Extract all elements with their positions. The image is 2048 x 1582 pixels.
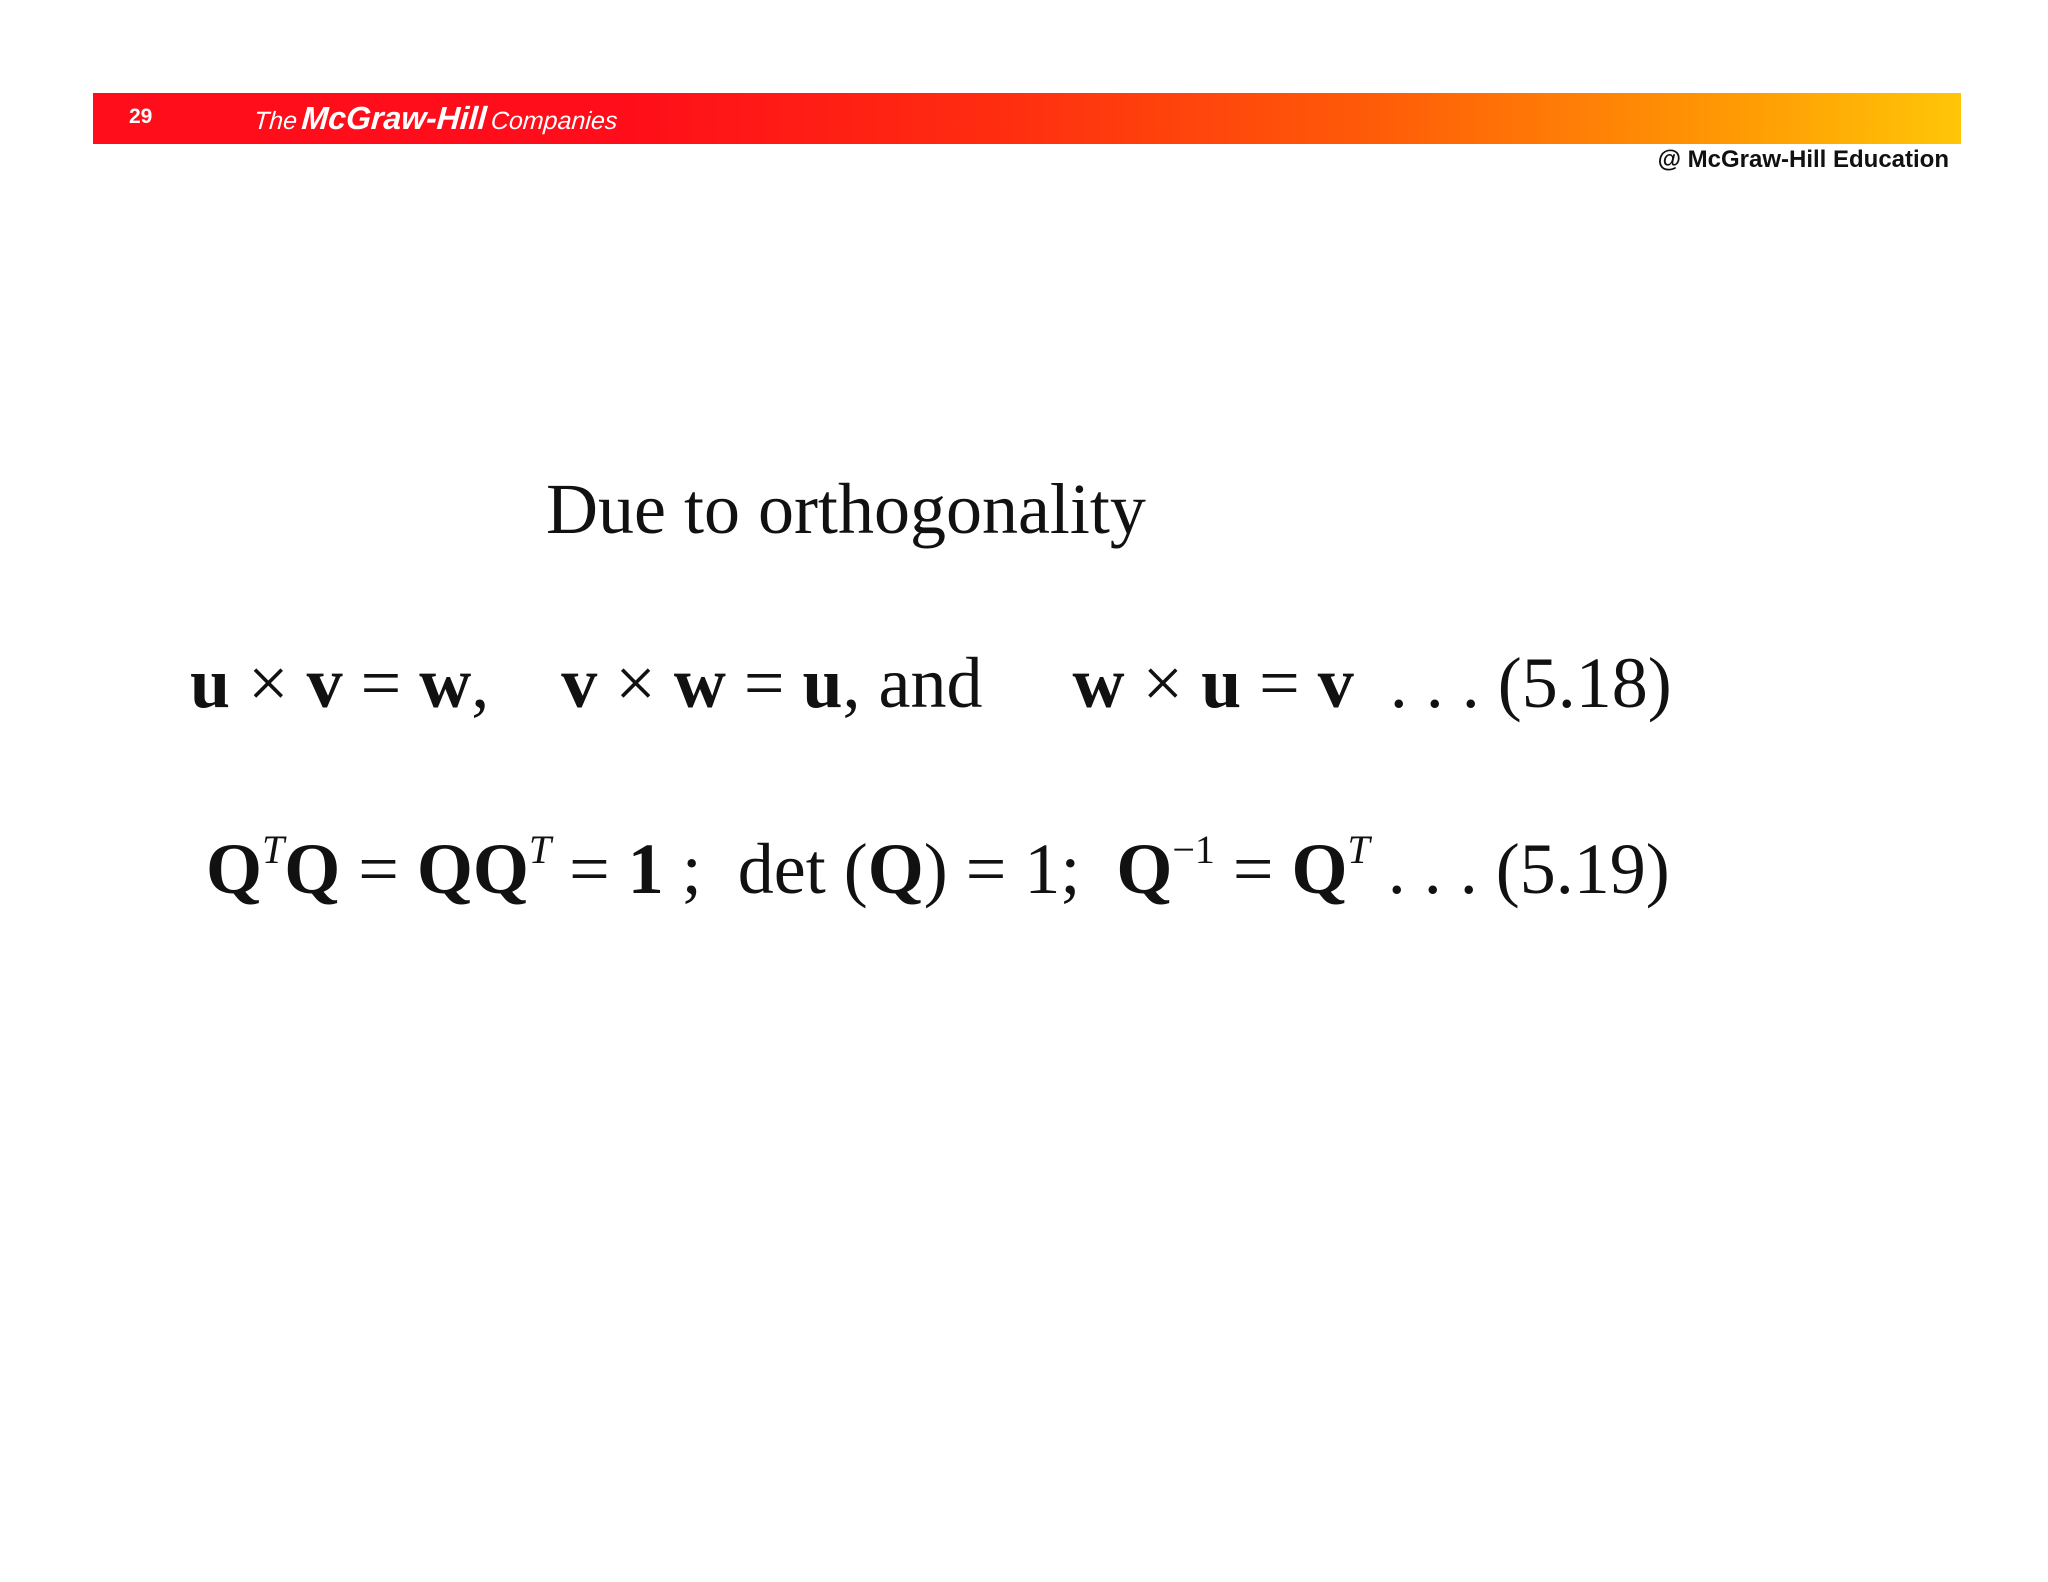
slide-heading: Due to orthogonality [546,469,1146,549]
equation-5-19: $Q^TQ = QQ^T = 1$ ; det (Q) = 1; $Q^{-1} = Q^T$ . . . (5.19) [206,827,1670,909]
page-number: 29 [129,105,153,128]
equation-5-18: u × v = w, v × w = u, and w × u = v . . . (5.18) [190,643,1672,723]
copyright-notice: @ McGraw-Hill Education [1657,146,1949,173]
mcgraw-hill-logo: The McGraw-Hill Companies [253,100,619,136]
header-bar [93,93,1961,144]
